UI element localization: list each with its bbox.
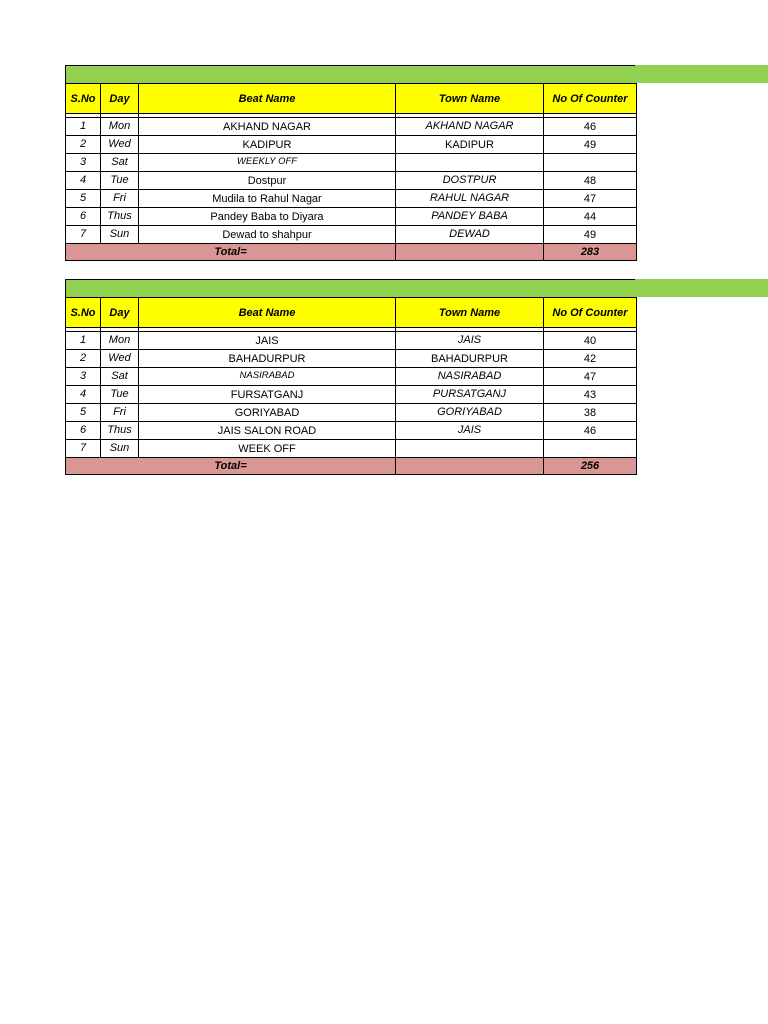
beat-cell: NASIRABAD	[139, 368, 396, 386]
counter-cell: 47	[544, 368, 637, 386]
sno-cell: 1	[66, 332, 101, 350]
table-row	[66, 226, 637, 244]
table-row	[66, 208, 637, 226]
table-row	[66, 368, 637, 386]
counter-cell: 44	[544, 208, 637, 226]
col-header-counter: No Of Counter	[544, 84, 637, 114]
sno-cell: 3	[66, 368, 101, 386]
beat-cell: Dostpur	[139, 172, 396, 190]
town-cell: NASIRABAD	[396, 368, 544, 386]
counter-cell: 46	[544, 422, 637, 440]
total-value: 283	[544, 244, 637, 261]
total-spacer	[396, 244, 544, 261]
town-cell: KADIPUR	[396, 136, 544, 154]
beat-cell: AKHAND NAGAR	[139, 118, 396, 136]
beat-cell: JAIS SALON ROAD	[139, 422, 396, 440]
table-row	[66, 332, 637, 350]
day-cell: Sun	[101, 226, 139, 244]
beat-cell: GORIYABAD	[139, 404, 396, 422]
table-header-row	[66, 298, 637, 328]
counter-cell: 40	[544, 332, 637, 350]
town-cell: DEWAD	[396, 226, 544, 244]
counter-cell: 49	[544, 136, 637, 154]
total-spacer	[396, 458, 544, 475]
day-cell: Thus	[101, 208, 139, 226]
table-row	[66, 440, 637, 458]
total-row	[66, 244, 637, 261]
town-cell: JAIS	[396, 332, 544, 350]
sno-cell: 4	[66, 172, 101, 190]
day-cell: Mon	[101, 118, 139, 136]
sno-cell: 5	[66, 404, 101, 422]
section-bar	[65, 279, 768, 297]
beat-cell: WEEKLY OFF	[139, 154, 396, 172]
town-cell: PURSATGANJ	[396, 386, 544, 404]
table-row	[66, 190, 637, 208]
day-cell: Tue	[101, 172, 139, 190]
day-cell: Sat	[101, 154, 139, 172]
sno-cell: 7	[66, 440, 101, 458]
table-row	[66, 154, 637, 172]
town-cell: BAHADURPUR	[396, 350, 544, 368]
town-cell	[396, 154, 544, 172]
town-cell	[396, 440, 544, 458]
sno-cell: 7	[66, 226, 101, 244]
day-cell: Sat	[101, 368, 139, 386]
counter-cell: 49	[544, 226, 637, 244]
total-label: Total=	[66, 458, 396, 475]
table-row	[66, 136, 637, 154]
day-cell: Tue	[101, 386, 139, 404]
beat-cell: Dewad to shahpur	[139, 226, 396, 244]
counter-cell: 38	[544, 404, 637, 422]
table-row	[66, 422, 637, 440]
sno-cell: 4	[66, 386, 101, 404]
counter-cell: 42	[544, 350, 637, 368]
table-header-row	[66, 84, 637, 114]
col-header-sno: S.No	[66, 298, 101, 328]
table-row	[66, 404, 637, 422]
beat-table-block-1	[65, 65, 768, 261]
sno-cell: 2	[66, 136, 101, 154]
beat-cell: BAHADURPUR	[139, 350, 396, 368]
counter-cell	[544, 154, 637, 172]
counter-cell: 43	[544, 386, 637, 404]
col-header-beat-name: Beat Name	[139, 84, 396, 114]
beat-table	[65, 83, 637, 261]
beat-cell: FURSATGANJ	[139, 386, 396, 404]
sno-cell: 3	[66, 154, 101, 172]
col-header-town-name: Town Name	[396, 84, 544, 114]
beat-table-block-2	[65, 279, 768, 475]
town-cell: DOSTPUR	[396, 172, 544, 190]
beat-cell: KADIPUR	[139, 136, 396, 154]
town-cell: GORIYABAD	[396, 404, 544, 422]
col-header-town-name: Town Name	[396, 298, 544, 328]
total-label: Total=	[66, 244, 396, 261]
table-row	[66, 386, 637, 404]
counter-cell: 47	[544, 190, 637, 208]
counter-cell	[544, 440, 637, 458]
sno-cell: 6	[66, 208, 101, 226]
counter-cell: 46	[544, 118, 637, 136]
total-row	[66, 458, 637, 475]
col-header-day: Day	[101, 84, 139, 114]
col-header-counter: No Of Counter	[544, 298, 637, 328]
counter-cell: 48	[544, 172, 637, 190]
beat-cell: Pandey Baba to Diyara	[139, 208, 396, 226]
table-row	[66, 118, 637, 136]
col-header-sno: S.No	[66, 84, 101, 114]
town-cell: JAIS	[396, 422, 544, 440]
sno-cell: 5	[66, 190, 101, 208]
table-row	[66, 350, 637, 368]
section-bar	[65, 65, 768, 83]
day-cell: Fri	[101, 404, 139, 422]
total-value: 256	[544, 458, 637, 475]
beat-cell: Mudila to Rahul Nagar	[139, 190, 396, 208]
beat-cell: WEEK OFF	[139, 440, 396, 458]
sno-cell: 6	[66, 422, 101, 440]
town-cell: PANDEY BABA	[396, 208, 544, 226]
beat-table	[65, 297, 637, 475]
sno-cell: 1	[66, 118, 101, 136]
town-cell: AKHAND NAGAR	[396, 118, 544, 136]
table-row	[66, 172, 637, 190]
town-cell: RAHUL NAGAR	[396, 190, 544, 208]
day-cell: Sun	[101, 440, 139, 458]
col-header-beat-name: Beat Name	[139, 298, 396, 328]
day-cell: Wed	[101, 136, 139, 154]
beat-cell: JAIS	[139, 332, 396, 350]
day-cell: Fri	[101, 190, 139, 208]
sno-cell: 2	[66, 350, 101, 368]
day-cell: Mon	[101, 332, 139, 350]
col-header-day: Day	[101, 298, 139, 328]
day-cell: Thus	[101, 422, 139, 440]
day-cell: Wed	[101, 350, 139, 368]
